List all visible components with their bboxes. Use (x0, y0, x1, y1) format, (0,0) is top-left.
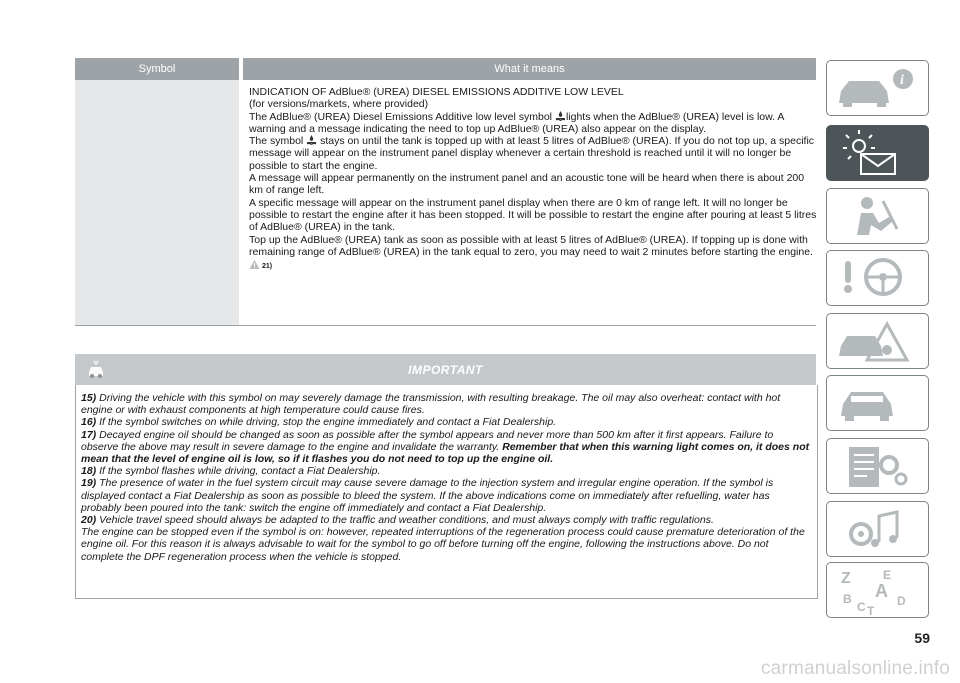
watermark: carmanualsonline.info (760, 658, 950, 679)
multimedia-icon (827, 502, 928, 556)
paragraph-3: A message will appear permanently on the instrument panel and an acoustic tone will be heard when there is about 200 km of range left. (249, 172, 805, 197)
svg-text:A: A (875, 581, 888, 601)
note-18: 18) If the symbol flashes while driving, contact a Fiat Dealership. (81, 465, 381, 478)
note-20: 20) Vehicle travel speed should always be adapted to the traffic and weather conditions, and must always comply with traffic regulations. (81, 514, 714, 527)
svg-text:B: B (843, 592, 852, 606)
maintenance-icon (827, 376, 928, 430)
car-info-icon (827, 61, 928, 115)
driving-icon (827, 251, 928, 305)
paragraph-1: The AdBlue® (UREA) Diesel Emissions Additive low level symbol lights when the AdBlue® (UREA) level is low. A warning and a message indicating the need to top up AdBlue® (UREA) also appear on the display. (249, 110, 784, 135)
page-number: 59 (914, 630, 930, 646)
table-header (75, 58, 816, 80)
adblue-icon (555, 111, 566, 121)
safety-icon (827, 189, 928, 243)
tab-emergency[interactable] (826, 313, 929, 369)
important-title: IMPORTANT (408, 363, 483, 377)
note-17: 17) Decayed engine oil should be changed as soon as possible after the symbol appears and never more than 500 km after it first appears. Failure to observe the above may result in severe damage to the engine and invalidate the warranty. Remember that when this warning light comes on, it does not mean that the level of engine oil is low, so if it flashes you do not need to top up the engine oil. (81, 428, 810, 466)
paragraph-5: Top up the AdBlue® (UREA) tank as soon as possible with at least 5 litres of AdBlue® (UREA). If topping up is done with remaining range of AdBlue® (UREA) in the tank equal to zero, you may need to wait 2 minutes before starting the engine. (249, 233, 813, 258)
tab-driving[interactable] (826, 250, 929, 306)
emergency-icon (827, 314, 928, 368)
note-20-continued: The engine can be stopped even if the symbol is on: however, repeated interruptions of the regeneration process could cause premature deterioration of the engine oil. For this reason it is always advisable to wait for the symbol to go off before turning off the engine, following the instructions above. Do not complete the DPF regeneration process when the vehicle is stopped. (81, 526, 805, 563)
reference-number[interactable]: 21) (261, 263, 273, 271)
important-header (75, 354, 816, 385)
warning-lights-icon (827, 126, 928, 180)
meaning-cell (249, 86, 819, 273)
paragraph-2: The symbol stays on until the tank is topped up with at least 5 litres of AdBlue® (UREA). If you do not top up, a specific message will appear on the instrument panel display whenever a certain threshold is reached until it will no longer be possible to start the engine. (249, 135, 815, 172)
reference-row (249, 259, 819, 273)
tab-maintenance[interactable] (826, 375, 929, 431)
tab-technical-data[interactable] (826, 438, 929, 494)
tab-car-info[interactable] (826, 60, 929, 116)
tab-warning-lights[interactable] (826, 125, 929, 181)
warning-triangle-icon (249, 259, 260, 270)
adblue-icon (306, 135, 317, 145)
technical-data-icon (827, 439, 928, 493)
note-15: 15) Driving the vehicle with this symbol on may severely damage the transmission, with resulting breakage. The oil may also overheat: contact with hot engine or with exhaust components at high temperature could cause fires. (81, 392, 781, 417)
svg-text:D: D (897, 594, 906, 608)
svg-text:C: C (857, 600, 866, 614)
important-body (75, 385, 818, 599)
section-subtitle: (for versions/markets, where provided) (249, 98, 429, 111)
header-meaning: What it means (494, 63, 565, 75)
paragraph-4: A specific message will appear on the instrument panel display when there are 0 km of range left. It will no longer be possible to restart the engine after it has been stopped. It will be possible to restart the engine after pouring at least 5 litres of AdBlue® (UREA) in the tank. (249, 196, 817, 234)
svg-text:i: i (900, 73, 904, 88)
symbol-cell (75, 80, 239, 325)
svg-text:T: T (867, 604, 875, 617)
note-19: 19) The presence of water in the fuel system circuit may cause severe damage to the injection system and irregular engine operation. If the symbol is displayed contact a Fiat Dealership as soon as possible to bleed the system. If the above indications come on immediately after refuelling, water has probably been poured into the tank: switch the engine off immediately and contact a Fiat Dealership. (81, 477, 774, 514)
svg-text:E: E (883, 568, 892, 582)
section-title: INDICATION OF AdBlue® (UREA) DIESEL EMISSIONS ADDITIVE LOW LEVEL (249, 86, 624, 98)
svg-text:Z: Z (841, 570, 851, 587)
index-icon (827, 563, 928, 617)
tab-index[interactable] (826, 562, 929, 618)
tab-safety[interactable] (826, 188, 929, 244)
table-bottom-rule (75, 325, 816, 326)
header-symbol: Symbol (138, 63, 176, 75)
tab-multimedia[interactable] (826, 501, 929, 557)
note-16: 16) If the symbol switches on while driving, stop the engine immediately and contact a Fiat Dealership. (81, 416, 557, 429)
